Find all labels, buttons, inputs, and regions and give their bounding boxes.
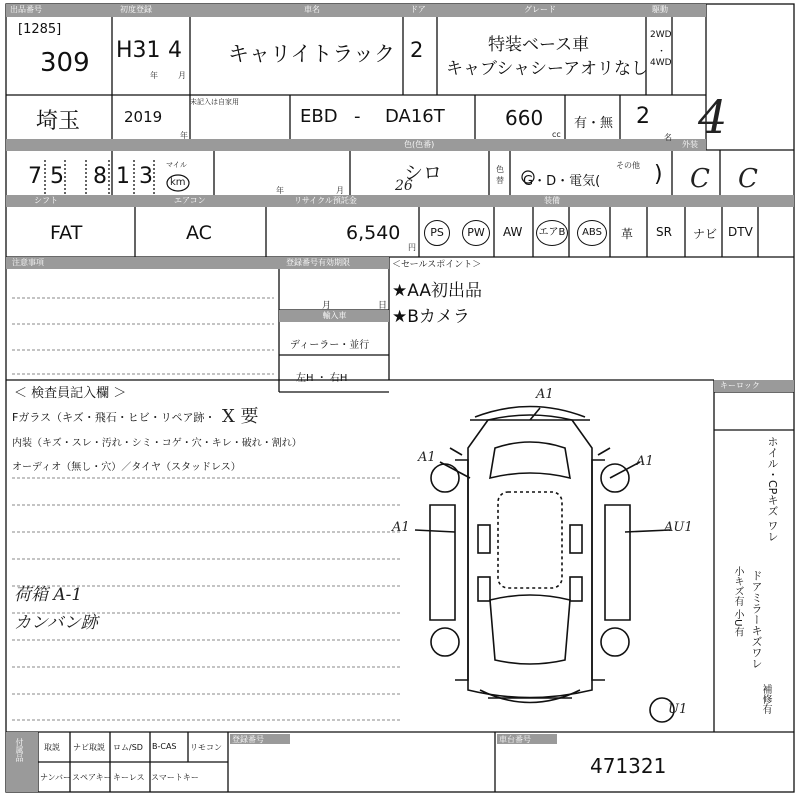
mark-bottom: U1 <box>668 702 688 717</box>
header-name: 車名 <box>304 5 320 14</box>
side-col3: 小キズ有 小U有 <box>732 566 743 637</box>
header-recycle: リサイクル預託金 <box>294 196 357 205</box>
header-notes: 注意事項 <box>12 258 44 267</box>
drive-2wd: 2WD <box>650 30 672 40</box>
inspector-line-3: オーディオ（無し・穴）／タイヤ（スタッドレス） <box>12 462 241 473</box>
header-reg-date: 登録番号有効期限 <box>286 258 350 267</box>
color-other: その他 <box>616 161 640 170</box>
reg-day: 日 <box>378 301 388 311</box>
model-dash: - <box>354 106 361 127</box>
ext-score: C <box>690 164 710 194</box>
hand-note-1: 荷箱 A-1 <box>14 585 83 605</box>
equip-ps: PS <box>424 220 450 246</box>
header-shift: シフト <box>34 196 58 205</box>
mileage-d5: 3 <box>139 164 153 189</box>
grade-line2: キャブシャシーアオリなし <box>446 59 648 79</box>
inspection-year: 年 <box>276 186 284 195</box>
car-name: キャリイトラック <box>228 42 395 66</box>
header-grade: グレード <box>524 5 556 14</box>
side-col4: 補修有 <box>760 684 771 714</box>
acc-navi-manual: ナビ取説 <box>73 743 105 752</box>
header-sales: ＜セールスポイント＞ <box>392 260 482 270</box>
model-prefix: EBD <box>300 106 338 127</box>
recycle-value: 6,540 <box>346 222 401 244</box>
mark-left: A1 <box>392 520 410 535</box>
reg-no-label: 登録番号 <box>232 735 264 744</box>
header-doors: ドア <box>410 5 426 14</box>
mileage-unit-top: マイル <box>166 161 187 169</box>
drive-4wd: 4WD <box>650 58 672 68</box>
first-reg-year-unit: 年 <box>150 71 158 80</box>
sales-point-1: ★AA初出品 <box>392 281 482 301</box>
glass-hand: X 要 <box>222 406 259 427</box>
equip-leather: 革 <box>621 227 634 241</box>
equip-airbag: エアB <box>536 220 568 246</box>
inspector-title: ＜ 検査員記入欄 ＞ <box>14 386 127 401</box>
mileage-d1: 7 <box>28 164 42 189</box>
acc-keyless: キーレス <box>113 773 145 782</box>
inspector-line-2: 内装（キズ・スレ・汚れ・シミ・コゲ・穴・キレ・破れ・割れ） <box>12 438 302 449</box>
acc-manual: 取説 <box>44 743 60 752</box>
equip-aw: AW <box>503 225 523 239</box>
equip-sr: SR <box>656 225 672 239</box>
cc-unit: cc <box>552 130 561 139</box>
sales-point-2: ★Bカメラ <box>392 307 470 327</box>
equip-navi: ナビ <box>693 227 718 241</box>
grade-line1: 特装ベース車 <box>488 35 590 55</box>
header-color: 色(色番) <box>404 140 435 149</box>
acc-number: ナンバー <box>40 773 72 782</box>
mileage-d2: 5 <box>50 164 64 189</box>
year-value: 2019 <box>124 108 163 126</box>
side-col1: ホイル・CPキズ ワレ <box>766 436 779 542</box>
header-equip-top: 外装 <box>682 140 698 149</box>
cc-value: 660 <box>505 106 544 130</box>
first-reg-month: 4 <box>168 38 182 63</box>
reg-month: 月 <box>322 301 332 311</box>
color-name: シロ <box>404 162 443 184</box>
inspector-line-1: Fガラス（キズ・飛石・ヒビ・リペア跡・ <box>12 411 216 424</box>
equip-pw: PW <box>462 220 490 246</box>
first-reg-era: H31 <box>116 38 161 63</box>
acc-bcas: B-CAS <box>152 742 177 751</box>
mark-right-upper: A1 <box>636 454 654 469</box>
shift-value: FAT <box>50 222 83 244</box>
region-value: 埼玉 <box>36 109 81 134</box>
header-interior: 内装 <box>728 140 744 149</box>
acc-spare-key: スペアキー <box>72 773 112 782</box>
mileage-d4: 1 <box>116 164 130 189</box>
seats-value: 2 <box>636 104 650 129</box>
import-label: 輸入車 <box>322 311 347 320</box>
mark-right: AU1 <box>664 520 693 535</box>
inspection-month: 月 <box>336 186 344 195</box>
equip-dtv: DTV <box>728 225 753 239</box>
header-first-reg: 初度登録 <box>120 5 152 14</box>
int-score: C <box>738 164 758 194</box>
color-code: 26 <box>395 178 413 194</box>
frame-number: 471321 <box>590 754 667 778</box>
import-line2: 左H ・ 右H <box>296 373 348 384</box>
first-reg-month-unit: 月 <box>178 71 186 80</box>
drive-dot: ・ <box>657 47 667 57</box>
lot-small: [1285] <box>18 22 62 37</box>
hand-note-2: カンバン跡 <box>14 613 98 633</box>
acc-remote: リモコン <box>190 743 222 752</box>
header-lot: 出品番号 <box>6 4 110 16</box>
import-line1: ディーラー・並行 <box>290 340 370 351</box>
fuel-options: 有・無 <box>574 116 614 131</box>
equip-abs: ABS <box>577 220 607 246</box>
recycle-unit: 円 <box>408 243 416 252</box>
mileage-d3: 8 <box>93 164 107 189</box>
accessories-label: 付属品 <box>15 738 24 762</box>
hand-grade: 4 <box>698 90 728 144</box>
year-unit: 年 <box>180 131 188 140</box>
header-keylock: キーロック <box>720 381 760 390</box>
mark-left-upper: A1 <box>418 450 436 465</box>
side-col2: ドアミラーキズワレ <box>750 570 763 669</box>
color-options: G・D・電気( <box>523 174 601 189</box>
frame-label: 車台番号 <box>499 735 531 744</box>
color-sub: 色替 <box>496 165 504 185</box>
acc-rom: ロム/SD <box>113 743 143 752</box>
mark-top: A1 <box>536 387 554 402</box>
mileage-unit: km <box>170 177 186 188</box>
acc-smartkey: スマートキー <box>151 773 199 782</box>
doors-value: 2 <box>410 38 424 62</box>
header-ac: エアコン <box>174 196 206 205</box>
header-equipment: 装備 <box>544 196 560 205</box>
header-drive: 駆動 <box>652 5 668 14</box>
ac-value: AC <box>186 222 212 244</box>
year-note: 未記入は自家用 <box>190 98 239 106</box>
color-close: ) <box>654 162 663 187</box>
lot-number: 309 <box>40 48 90 78</box>
seats-unit: 名 <box>664 133 672 142</box>
model-code: DA16T <box>385 106 445 127</box>
